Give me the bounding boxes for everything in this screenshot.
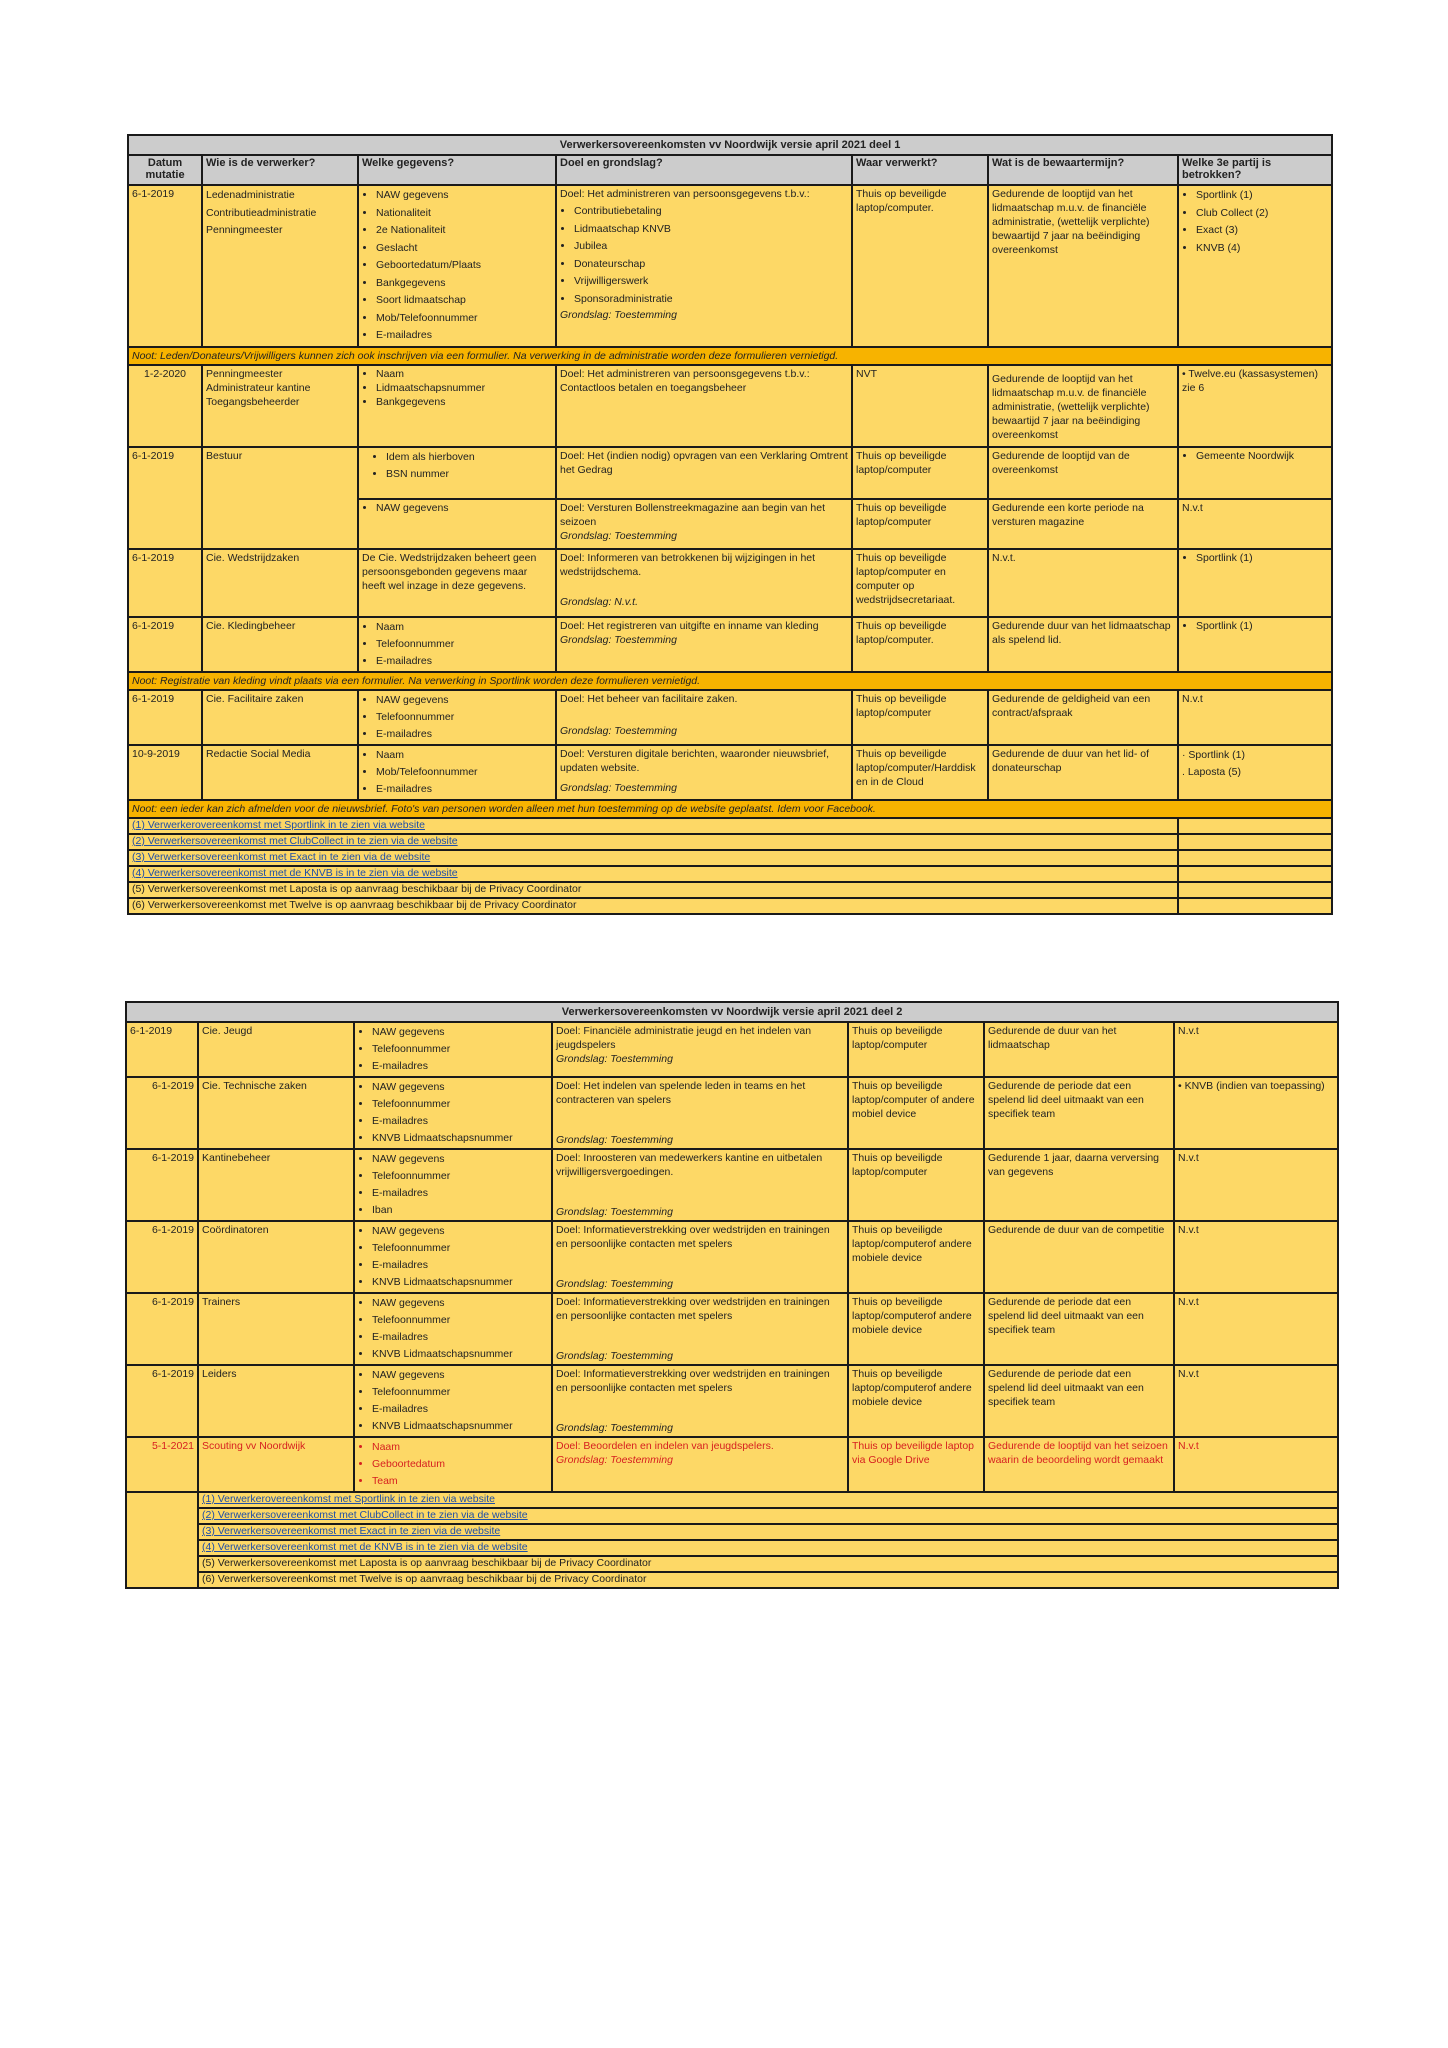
- data-item: • E-mailadres: [376, 781, 552, 798]
- term-cell: Gedurende de looptijd van het lidmaatschap m.u.v. de financiële administratie, (wettelijk verplichte) bewaartijd 7 jaar na beëindiging overeenkomst: [988, 185, 1178, 347]
- goal-cell: [552, 1022, 848, 1077]
- term-cell: Gedurende duur van het lidmaatschap als spelend lid.: [988, 617, 1178, 672]
- where-cell: Thuis op beveiligde laptop/computer: [852, 447, 988, 499]
- data-item: • NAW gegevens: [372, 1295, 548, 1312]
- where-cell: Thuis op beveiligde laptop/computer: [848, 1149, 984, 1221]
- date-cell: 6-1-2019: [128, 549, 202, 617]
- table-title: Verwerkersovereenkomsten vv Noordwijk versie april 2021 deel 2: [126, 1002, 1338, 1022]
- who-cell: [202, 185, 358, 347]
- data-item: • KNVB Lidmaatschapsnummer: [372, 1418, 548, 1435]
- goal-cell: [552, 1149, 848, 1221]
- third-item: • Club Collect (2): [1196, 205, 1328, 223]
- data-item: • E-mailadres: [376, 726, 552, 743]
- col-header-third: Welke 3e partij is betrokken?: [1178, 155, 1332, 185]
- table-title: Verwerkersovereenkomsten vv Noordwijk versie april 2021 deel 1: [128, 135, 1332, 155]
- goal-cell: [556, 617, 852, 672]
- data-item: • Nationaliteit: [376, 205, 552, 223]
- grondslag: Grondslag: Toestemming: [556, 1053, 673, 1065]
- footnote-link[interactable]: (4) Verwerkersovereenkomst met de KNVB is in te zien via de website: [202, 1541, 528, 1553]
- data-item: • BSN nummer: [386, 466, 552, 483]
- data-cell: [354, 1437, 552, 1492]
- data-item: • Bankgegevens: [376, 395, 552, 409]
- data-item: • E-mailadres: [376, 327, 552, 345]
- footnote: [198, 1508, 1338, 1524]
- data-item: • Bankgegevens: [376, 275, 552, 293]
- data-cell: [358, 690, 556, 745]
- grondslag: Grondslag: Toestemming: [556, 1278, 673, 1290]
- data-cell: [354, 1022, 552, 1077]
- who-cell: Bestuur: [202, 447, 358, 549]
- goal-text: Doel: Versturen digitale berichten, waaronder nieuwsbrief, updaten website.: [560, 747, 830, 774]
- goal-item: • Jubilea: [574, 238, 848, 256]
- goal-item: • Lidmaatschap KNVB: [574, 221, 848, 239]
- date-cell: 6-1-2019: [126, 1077, 198, 1149]
- table-row: [128, 745, 1332, 800]
- goal-text: Doel: Inroosteren van medewerkers kantine en uitbetalen vrijwilligersvergoedingen.: [556, 1152, 823, 1178]
- third-cell: N.v.t: [1174, 1365, 1338, 1437]
- third-item: . Laposta (5): [1182, 765, 1241, 778]
- data-item: • Team: [372, 1473, 548, 1490]
- data-cell: [354, 1293, 552, 1365]
- footnote: [128, 834, 1178, 850]
- note-row: Noot: Leden/Donateurs/Vrijwilligers kunnen zich ook inschrijven via een formulier. Na verwerking in de administratie worden deze formulieren vernietigd.: [128, 347, 1332, 365]
- where-cell: Thuis op beveiligde laptop/computer.: [852, 185, 988, 347]
- data-item: • Naam: [376, 367, 552, 381]
- term-cell: Gedurende de looptijd van het lidmaatschap m.u.v. de financiële administratie, (wettelijk verplichte) bewaartijd 7 jaar na beëindiging overeenkomst: [988, 365, 1178, 447]
- third-cell: N.v.t: [1174, 1221, 1338, 1293]
- where-cell: Thuis op beveiligde laptop/computerof andere mobiele device: [848, 1365, 984, 1437]
- data-item: • Mob/Telefoonnummer: [376, 764, 552, 781]
- data-item: • Naam: [376, 747, 552, 764]
- goal-item: • Sponsoradministratie: [574, 291, 848, 309]
- col-header-data: Welke gegevens?: [358, 155, 556, 185]
- grondslag: Grondslag: Toestemming: [560, 633, 677, 646]
- grondslag: Grondslag: Toestemming: [556, 1134, 673, 1146]
- goal-cell: [552, 1077, 848, 1149]
- data-item: • NAW gegevens: [372, 1223, 548, 1240]
- grondslag: Grondslag: Toestemming: [556, 1206, 673, 1218]
- term-cell: Gedurende de periode dat een spelend lid deel uitmaakt van een specifiek team: [984, 1077, 1174, 1149]
- where-cell: Thuis op beveiligde laptop/computerof andere mobiele device: [848, 1221, 984, 1293]
- data-item: • E-mailadres: [372, 1058, 548, 1075]
- footnote: [198, 1492, 1338, 1508]
- table-row: [128, 365, 1332, 447]
- date-cell: 6-1-2019: [128, 617, 202, 672]
- footnote: [198, 1556, 1338, 1572]
- grondslag: Grondslag: Toestemming: [556, 1454, 673, 1466]
- who-cell: Trainers: [198, 1293, 354, 1365]
- data-item: • E-mailadres: [372, 1257, 548, 1274]
- footnote: (5) Verwerkersovereenkomst met Laposta is op aanvraag beschikbaar bij de Privacy Coordinator: [128, 882, 1178, 898]
- goal-cell: Doel: Het (indien nodig) opvragen van een Verklaring Omtrent het Gedrag: [556, 447, 852, 499]
- third-cell: [1178, 447, 1332, 499]
- data-item: • Geboortedatum: [372, 1456, 548, 1473]
- data-item: • Soort lidmaatschap: [376, 292, 552, 310]
- who-cell: Cie. Technische zaken: [198, 1077, 354, 1149]
- goal-item: • Vrijwilligerswerk: [574, 273, 848, 291]
- table-row: [126, 1077, 1338, 1149]
- footnote-link[interactable]: (1) Verwerkerovereenkomst met Sportlink in te zien via website: [202, 1493, 495, 1505]
- goal-text: Doel: Het indelen van spelende leden in teams en het contracteren van spelers: [556, 1080, 806, 1106]
- term-cell: Gedurende de periode dat een spelend lid deel uitmaakt van een specifiek team: [984, 1365, 1174, 1437]
- footnote: [128, 818, 1178, 834]
- date-cell: 6-1-2019: [126, 1221, 198, 1293]
- footnote-link[interactable]: (4) Verwerkersovereenkomst met de KNVB is in te zien via de website: [132, 866, 458, 879]
- third-cell: [1178, 745, 1332, 800]
- data-item: • Naam: [376, 619, 552, 636]
- term-cell: Gedurende de looptijd van het seizoen waarin de beoordeling wordt gemaakt: [984, 1437, 1174, 1492]
- third-item: • Sportlink (1): [1196, 187, 1328, 205]
- date-cell: 6-1-2019: [128, 185, 202, 347]
- goal-text: Doel: Het beheer van facilitaire zaken.: [560, 692, 738, 705]
- table-deel-2: [125, 1001, 1339, 1589]
- empty-cell: [126, 1492, 198, 1588]
- data-item: • NAW gegevens: [372, 1079, 548, 1096]
- table-row: [126, 1293, 1338, 1365]
- where-cell: Thuis op beveiligde laptop/computer: [848, 1022, 984, 1077]
- col-header-where: Waar verwerkt?: [852, 155, 988, 185]
- where-cell: Thuis op beveiligde laptop/computer: [852, 690, 988, 745]
- who-line: Toegangsbeheerder: [206, 395, 300, 408]
- data-item: • E-mailadres: [376, 653, 552, 670]
- footnote: [198, 1540, 1338, 1556]
- data-cell: [358, 447, 556, 499]
- data-cell: [354, 1077, 552, 1149]
- who-cell: [202, 365, 358, 447]
- who-line: Administrateur kantine: [206, 381, 311, 394]
- data-item: • Telefoonnummer: [376, 709, 552, 726]
- date-cell: 6-1-2019: [128, 447, 202, 549]
- data-cell: [354, 1149, 552, 1221]
- who-cell: Redactie Social Media: [202, 745, 358, 800]
- goal-text: Doel: Informatieverstrekking over wedstrijden en trainingen en persoonlijke contacten met spelers: [556, 1368, 830, 1394]
- goal-text: Doel: Informatieverstrekking over wedstrijden en trainingen en persoonlijke contacten met spelers: [556, 1296, 830, 1322]
- grondslag: Grondslag: Toestemming: [556, 1422, 673, 1434]
- data-item: • Telefoonnummer: [372, 1096, 548, 1113]
- third-item: • Exact (3): [1196, 222, 1328, 240]
- data-item: • NAW gegevens: [376, 501, 552, 515]
- data-cell: [358, 185, 556, 347]
- footnote-row: [126, 1540, 1338, 1556]
- table-deel-1: [127, 134, 1333, 915]
- who-cell: Leiders: [198, 1365, 354, 1437]
- goal-text: Doel: Het registreren van uitgifte en inname van kleding: [560, 619, 819, 632]
- footnote-link[interactable]: (3) Verwerkersovereenkomst met Exact in te zien via de website: [132, 850, 431, 863]
- goal-cell: [556, 745, 852, 800]
- date-cell: 6-1-2019: [128, 690, 202, 745]
- footnote: [198, 1572, 1338, 1588]
- goal-item: • Contributiebetaling: [574, 203, 848, 221]
- table-row: [126, 1022, 1338, 1077]
- data-cell: [354, 1365, 552, 1437]
- data-item: • Telefoonnummer: [372, 1384, 548, 1401]
- footnote-row: [126, 1508, 1338, 1524]
- data-item: • Telefoonnummer: [372, 1168, 548, 1185]
- goal-cell: [556, 690, 852, 745]
- data-item: • E-mailadres: [372, 1401, 548, 1418]
- goal-text: Doel: Beoordelen en indelen van jeugdspelers.: [556, 1440, 774, 1452]
- who-cell: Cie. Jeugd: [198, 1022, 354, 1077]
- grondslag: Grondslag: N.v.t.: [560, 595, 639, 608]
- data-item: • KNVB Lidmaatschapsnummer: [372, 1274, 548, 1291]
- data-cell: [358, 365, 556, 447]
- who-cell: Kantinebeheer: [198, 1149, 354, 1221]
- goal-text: Doel: Informeren van betrokkenen bij wijzigingen in het wedstrijdschema.: [560, 551, 816, 578]
- footnote: (6) Verwerkersovereenkomst met Twelve is op aanvraag beschikbaar bij de Privacy Coordinator: [128, 898, 1178, 914]
- date-cell: 6-1-2019: [126, 1149, 198, 1221]
- third-cell: N.v.t: [1174, 1437, 1338, 1492]
- table-row: [128, 690, 1332, 745]
- data-item: • Telefoonnummer: [372, 1041, 548, 1058]
- term-cell: Gedurende de periode dat een spelend lid deel uitmaakt van een specifiek team: [984, 1293, 1174, 1365]
- where-cell: Thuis op beveiligde laptop/computer: [852, 499, 988, 549]
- goal-text: Doel: Informatieverstrekking over wedstrijden en trainingen en persoonlijke contacten met spelers: [556, 1224, 830, 1250]
- goal-text: Doel: Versturen Bollenstreekmagazine aan begin van het seizoen: [560, 501, 826, 528]
- data-item: • Mob/Telefoonnummer: [376, 310, 552, 328]
- goal-cell: Doel: Het administreren van persoonsgegevens t.b.v.: Contactloos betalen en toegangsbeheer: [556, 365, 852, 447]
- footnote-text: (5) Verwerkersovereenkomst met Laposta is op aanvraag beschikbaar bij de Privacy Coordinator: [202, 1557, 652, 1569]
- term-cell: N.v.t.: [988, 549, 1178, 617]
- footnote-link[interactable]: (3) Verwerkersovereenkomst met Exact in te zien via de website: [202, 1525, 501, 1537]
- table-row: [126, 1365, 1338, 1437]
- data-item: • KNVB Lidmaatschapsnummer: [372, 1130, 548, 1147]
- third-cell: N.v.t: [1174, 1293, 1338, 1365]
- date-cell: 6-1-2019: [126, 1365, 198, 1437]
- table-row: [126, 1149, 1338, 1221]
- date-cell: 10-9-2019: [128, 745, 202, 800]
- third-cell: N.v.t: [1174, 1022, 1338, 1077]
- table-row: [128, 185, 1332, 347]
- date-cell: 1-2-2020: [128, 365, 202, 447]
- third-cell: N.v.t: [1174, 1149, 1338, 1221]
- term-cell: Gedurende de duur van de competitie: [984, 1221, 1174, 1293]
- data-item: • Iban: [372, 1202, 548, 1219]
- col-header-goal: Doel en grondslag?: [556, 155, 852, 185]
- data-cell: [358, 617, 556, 672]
- where-cell: Thuis op beveiligde laptop/computer/Harddisk en in de Cloud: [852, 745, 988, 800]
- third-cell: • Twelve.eu (kassasystemen) zie 6: [1178, 365, 1332, 447]
- third-item: • Sportlink (1): [1196, 551, 1328, 565]
- data-cell: [354, 1221, 552, 1293]
- third-cell: [1178, 185, 1332, 347]
- who-cell: Cie. Facilitaire zaken: [202, 690, 358, 745]
- note-row: Noot: een ieder kan zich afmelden voor de nieuwsbrief. Foto's van personen worden alleen met hun toestemming op de website geplaatst. Idem voor Facebook.: [128, 800, 1332, 818]
- data-item: • 2e Nationaliteit: [376, 222, 552, 240]
- grondslag: Grondslag: Toestemming: [560, 724, 677, 737]
- footnote: [128, 866, 1178, 882]
- grondslag: Grondslag: Toestemming: [560, 781, 677, 794]
- footnote: [128, 850, 1178, 866]
- who-line: Contributieadministratie: [206, 206, 317, 219]
- footnote-text: (6) Verwerkersovereenkomst met Twelve is op aanvraag beschikbaar bij de Privacy Coordinator: [202, 1573, 647, 1585]
- goal-cell: [552, 1221, 848, 1293]
- footnote-link[interactable]: (2) Verwerkersovereenkomst met ClubCollect in te zien via de website: [132, 834, 458, 847]
- who-cell: Cie. Wedstrijdzaken: [202, 549, 358, 617]
- data-item: • Lidmaatschapsnummer: [376, 381, 552, 395]
- grondslag: Grondslag: Toestemming: [556, 1350, 673, 1362]
- goal-item: • Donateurschap: [574, 256, 848, 274]
- third-item: • Gemeente Noordwijk: [1196, 449, 1328, 463]
- footnote-row: [126, 1556, 1338, 1572]
- col-header-who: Wie is de verwerker?: [202, 155, 358, 185]
- table-row: [126, 1437, 1338, 1492]
- goal-text: Doel: Financiële administratie jeugd en het indelen van jeugdspelers: [556, 1025, 812, 1051]
- data-item: • NAW gegevens: [372, 1367, 548, 1384]
- term-cell: Gedurende een korte periode na versturen magazine: [988, 499, 1178, 549]
- data-item: • Naam: [372, 1439, 548, 1456]
- where-cell: Thuis op beveiligde laptop/computer of andere mobiel device: [848, 1077, 984, 1149]
- where-cell: Thuis op beveiligde laptop/computer.: [852, 617, 988, 672]
- data-item: • KNVB Lidmaatschapsnummer: [372, 1346, 548, 1363]
- term-cell: Gedurende de duur van het lidmaatschap: [984, 1022, 1174, 1077]
- where-cell: Thuis op beveiligde laptop/computer en computer op wedstrijdsecretariaat.: [852, 549, 988, 617]
- who-line: Ledenadministratie: [206, 189, 295, 201]
- data-item: • Telefoonnummer: [372, 1240, 548, 1257]
- data-item: • E-mailadres: [372, 1329, 548, 1346]
- data-cell: De Cie. Wedstrijdzaken beheert geen persoonsgebonden gegevens maar heeft wel inzage in deze gegevens.: [358, 549, 556, 617]
- table-row: [128, 447, 1332, 499]
- data-item: • NAW gegevens: [376, 692, 552, 709]
- data-cell: [358, 499, 556, 549]
- who-cell: Cie. Kledingbeheer: [202, 617, 358, 672]
- goal-cell: [556, 549, 852, 617]
- third-cell: • KNVB (indien van toepassing): [1174, 1077, 1338, 1149]
- goal-cell: [552, 1365, 848, 1437]
- table-row: [126, 1221, 1338, 1293]
- goal-cell: [552, 1293, 848, 1365]
- term-cell: Gedurende de geldigheid van een contract/afspraak: [988, 690, 1178, 745]
- data-item: • Geslacht: [376, 240, 552, 258]
- data-item: • Telefoonnummer: [372, 1312, 548, 1329]
- data-item: • NAW gegevens: [376, 187, 552, 205]
- date-cell: 6-1-2019: [126, 1293, 198, 1365]
- who-line: Penningmeester: [206, 224, 283, 236]
- data-cell: [358, 745, 556, 800]
- who-cell: Scouting vv Noordwijk: [198, 1437, 354, 1492]
- grondslag: Grondslag: Toestemming: [560, 309, 677, 321]
- where-cell: Thuis op beveiligde laptop via Google Drive: [848, 1437, 984, 1492]
- data-item: • E-mailadres: [372, 1113, 548, 1130]
- goal-text: Doel: Het administreren van persoonsgegevens t.b.v.:: [560, 188, 810, 200]
- col-header-term: Wat is de bewaartermijn?: [988, 155, 1178, 185]
- date-cell: 6-1-2019: [126, 1022, 198, 1077]
- data-item: • NAW gegevens: [372, 1151, 548, 1168]
- data-item: • Telefoonnummer: [376, 636, 552, 653]
- table-row: [128, 549, 1332, 617]
- footnote-row: [126, 1492, 1338, 1508]
- term-cell: Gedurende 1 jaar, daarna verversing van gegevens: [984, 1149, 1174, 1221]
- third-item: • KNVB (4): [1196, 240, 1328, 258]
- goal-cell: [556, 185, 852, 347]
- who-cell: Coördinatoren: [198, 1221, 354, 1293]
- data-item: • E-mailadres: [372, 1185, 548, 1202]
- term-cell: Gedurende de looptijd van de overeenkomst: [988, 447, 1178, 499]
- footnote-row: [126, 1572, 1338, 1588]
- footnote-row: [126, 1524, 1338, 1540]
- date-cell: 5-1-2021: [126, 1437, 198, 1492]
- col-header-date: Datum mutatie: [128, 155, 202, 185]
- where-cell: NVT: [852, 365, 988, 447]
- footnote-link[interactable]: (2) Verwerkersovereenkomst met ClubCollect in te zien via de website: [202, 1509, 528, 1521]
- third-cell: [1178, 549, 1332, 617]
- data-item: • NAW gegevens: [372, 1024, 548, 1041]
- goal-cell: [552, 1437, 848, 1492]
- footnote-link[interactable]: (1) Verwerkerovereenkomst met Sportlink in te zien via website: [132, 818, 425, 831]
- third-cell: [1178, 617, 1332, 672]
- third-cell: N.v.t: [1178, 690, 1332, 745]
- third-item: · Sportlink (1): [1182, 748, 1246, 761]
- who-line: Penningmeester: [206, 367, 283, 380]
- data-item: • Idem als hierboven: [386, 449, 552, 466]
- note-row: Noot: Registratie van kleding vindt plaats via een formulier. Na verwerking in Sportlink worden deze formulieren vernietigd.: [128, 672, 1332, 690]
- table-row: [128, 617, 1332, 672]
- where-cell: Thuis op beveiligde laptop/computerof andere mobiele device: [848, 1293, 984, 1365]
- third-cell: N.v.t: [1178, 499, 1332, 549]
- third-item: • Sportlink (1): [1196, 619, 1328, 633]
- grondslag: Grondslag: Toestemming: [560, 529, 677, 542]
- footnote: [198, 1524, 1338, 1540]
- header-row: [128, 155, 1332, 185]
- data-item: • Geboortedatum/Plaats: [376, 257, 552, 275]
- term-cell: Gedurende de duur van het lid- of donateurschap: [988, 745, 1178, 800]
- goal-cell: [556, 499, 852, 549]
